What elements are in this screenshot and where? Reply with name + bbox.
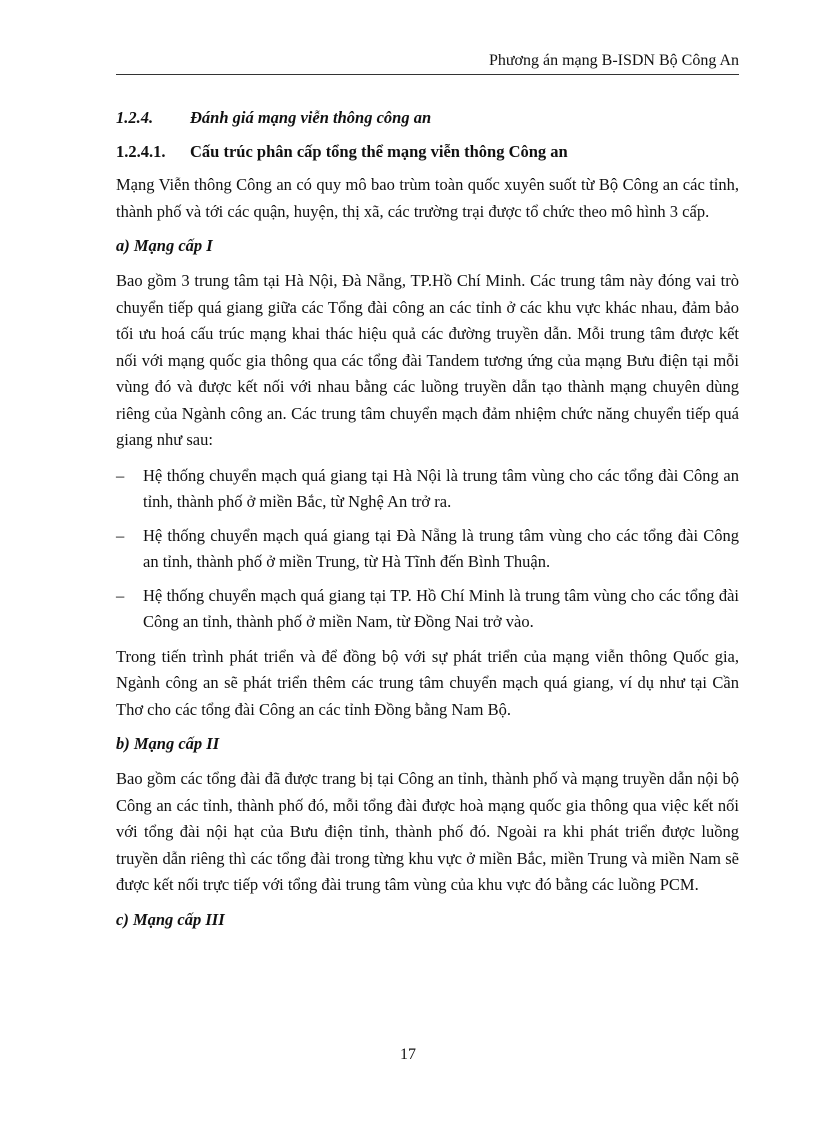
list-item-text: Hệ thống chuyển mạch quá giang tại TP. Hồ Chí Minh là trung tâm vùng cho các tổng đài Công an tỉnh, thành phố ở miền Nam, từ Đồng Nai trở vào. bbox=[143, 585, 739, 631]
subheading-level-1: a) Mạng cấp I bbox=[116, 236, 213, 255]
section-heading-1-2-4 bbox=[116, 108, 739, 128]
section-title: Cấu trúc phân cấp tổng thể mạng viễn thông Công an bbox=[190, 142, 568, 161]
section-number: 1.2.4.1. bbox=[116, 142, 166, 161]
section-heading-1-2-4-1 bbox=[116, 142, 739, 162]
list-item bbox=[116, 463, 739, 516]
subheading-level-3: c) Mạng cấp III bbox=[116, 909, 225, 929]
level-2-paragraph: Bao gồm các tổng đài đã được trang bị tại Công an tỉnh, thành phố và mạng truyền dẫn nội bộ Công an các tỉnh, thành phố đó, mỗi tổng đài được hoà mạng quốc gia thông qua việc kết nối với tổng đài nội hạt của Bưu điện tỉnh, thành phố đó. Ngoài ra khi phát triển được luồng truyền dẫn riêng thì các tổng đài trong từng khu vực ở miền Bắc, miền Trung và miền Nam sẽ được kết nối trực tiếp với tổng đài trung tâm vùng của khu vực đó bằng các luồng PCM. bbox=[116, 769, 739, 894]
section-number: 1.2.4. bbox=[116, 108, 154, 127]
level-1-paragraph: Bao gồm 3 trung tâm tại Hà Nội, Đà Nẵng, TP.Hồ Chí Minh. Các trung tâm này đóng vai trò chuyển tiếp quá giang giữa các Tổng đài công an các tỉnh ở các khu vực khác nhau, đảm bảo tối ưu hoá cấu trúc mạng khai thác hiệu quả các đường truyền dẫn. Mỗi trung tâm được kết nối với mạng quốc gia thông qua các tổng đài Tandem tương ứng của mạng Bưu điện tại mỗi vùng đó và được kết nối với nhau bằng các luồng truyền dẫn tạo thành mạng chuyên dùng riêng của Ngành công an. Các trung tâm chuyển mạch đảm nhiệm chức năng chuyển tiếp quá giang như sau: bbox=[116, 271, 739, 449]
page-content bbox=[116, 108, 739, 942]
level-1-closing-paragraph: Trong tiến trình phát triển và để đồng bộ với sự phát triển của mạng viễn thông Quốc gia, Ngành công an sẽ phát triển thêm các trung tâm chuyển mạch quá giang, ví dụ như tại Cần Thơ cho các tổng đài Công an các tỉnh Đồng bằng Nam Bộ. bbox=[116, 646, 739, 719]
intro-paragraph: Mạng Viễn thông Công an có quy mô bao trùm toàn quốc xuyên suốt từ Bộ Công an các tỉnh, thành phố và tới các quận, huyện, thị xã, các trường trại được tổ chức theo mô hình 3 cấp. bbox=[116, 175, 739, 221]
running-header: Phương án mạng B-ISDN Bộ Công An bbox=[488, 52, 739, 69]
list-item bbox=[116, 523, 739, 576]
dash-marker: – bbox=[116, 585, 125, 605]
list-item-text: Hệ thống chuyển mạch quá giang tại Hà Nội là trung tâm vùng cho các tổng đài Công an tỉnh, thành phố ở miền Bắc, từ Nghệ An trở ra. bbox=[143, 465, 739, 511]
subheading-level-2: b) Mạng cấp II bbox=[116, 734, 220, 753]
header-rule bbox=[116, 74, 739, 75]
level-1-bullet-list bbox=[116, 463, 739, 636]
dash-marker: – bbox=[116, 465, 125, 485]
section-title: Đánh giá mạng viễn thông công an bbox=[190, 108, 432, 127]
dash-marker: – bbox=[116, 525, 125, 545]
page-number: 17 bbox=[400, 1046, 416, 1063]
list-item bbox=[116, 583, 739, 636]
list-item-text: Hệ thống chuyển mạch quá giang tại Đà Nẵng là trung tâm vùng cho các tổng đài Công an tỉnh, thành phố ở miền Trung, từ Hà Tĩnh đến Bình Thuận. bbox=[143, 525, 739, 571]
